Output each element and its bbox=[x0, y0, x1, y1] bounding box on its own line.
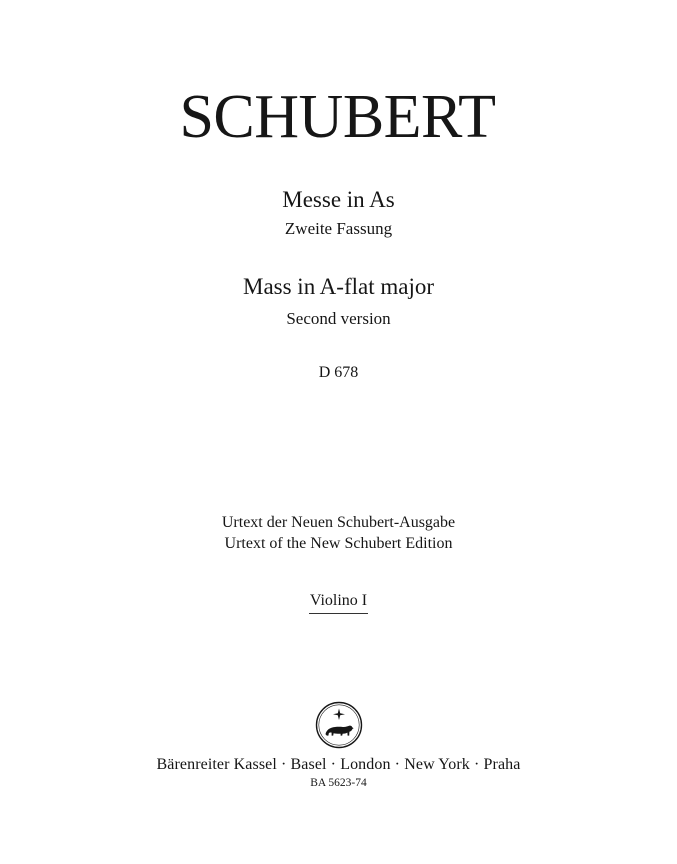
urtext-note-german: Urtext der Neuen Schubert-Ausgabe bbox=[221, 514, 456, 531]
order-number: BA 5623-74 bbox=[310, 777, 367, 789]
title-german: Messe in As bbox=[282, 187, 395, 212]
baerenreiter-bear-logo-icon bbox=[315, 701, 363, 749]
subtitle-english: Second version bbox=[286, 309, 391, 328]
subtitle-german: Zweite Fassung bbox=[284, 219, 393, 238]
part-label-container bbox=[0, 591, 677, 614]
publisher-imprint: Bärenreiter Kassel · Basel · London · New York · Praha bbox=[156, 756, 521, 773]
urtext-note-english: Urtext of the New Schubert Edition bbox=[224, 535, 453, 552]
composer-name: SCHUBERT bbox=[179, 83, 496, 151]
instrument-part-label: Violino I bbox=[309, 591, 368, 614]
title-english: Mass in A-flat major bbox=[243, 274, 434, 299]
catalog-number: D 678 bbox=[318, 364, 359, 381]
